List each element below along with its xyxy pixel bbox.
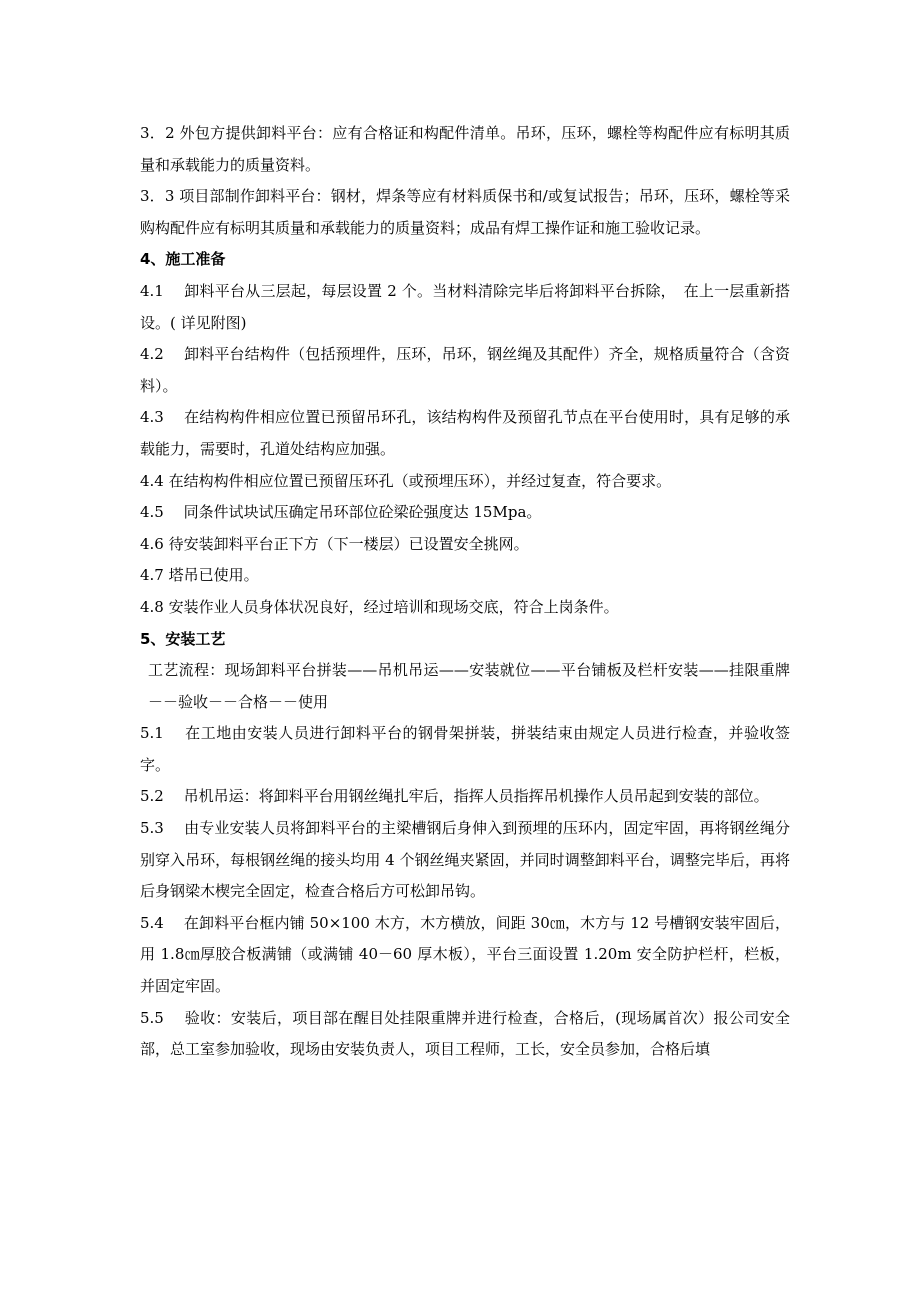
paragraph-4-7: 4.7 塔吊已使用。 bbox=[140, 566, 259, 585]
document-body bbox=[140, 118, 790, 1066]
process-flow-paragraph: 工艺流程：现场卸料平台拼装——吊机吊运——安装就位——平台铺板及栏杆安装——挂限重牌－－验收－－合格－－使用 bbox=[148, 661, 790, 711]
paragraph-4-8: 4.8 安装作业人员身体状况良好，经过培训和现场交底，符合上岗条件。 bbox=[140, 597, 619, 616]
paragraph-5-2: 5.2 吊机吊运：将卸料平台用钢丝绳扎牢后，指挥人员指挥吊机操作人员吊起到安装的部位。 bbox=[140, 787, 769, 806]
paragraph-5-1: 5.1 在工地由安装人员进行卸料平台的钢骨架拼装，拼装结束由规定人员进行检查，并验收签字。 bbox=[140, 724, 790, 774]
paragraph-4-2: 4.2 卸料平台结构件（包括预埋件，压环，吊环，钢丝绳及其配件）齐全，规格质量符合（含资料）。 bbox=[140, 345, 790, 395]
section-heading-5: 5、安装工艺 bbox=[140, 629, 226, 648]
paragraph-4-6: 4.6 待安装卸料平台正下方（下一楼层）已设置安全挑网。 bbox=[140, 534, 529, 553]
paragraph-4-5: 4.5 同条件试块试压确定吊环部位砼梁砼强度达 15Mpa。 bbox=[140, 503, 542, 522]
paragraph-3-2: 3．2 外包方提供卸料平台：应有合格证和构配件清单。吊环，压环，螺栓等构配件应有标明其质量和承载能力的质量资料。 bbox=[140, 124, 790, 174]
paragraph-5-4: 5.4 在卸料平台框内铺 50×100 木方，木方横放，间距 30㎝，木方与 12 号槽钢安装牢固后，用 1.8㎝厚胶合板满铺（或满铺 40－60 厚木板），平台三面设置 1.20m 安全防护栏杆，栏板，并固定牢固。 bbox=[140, 913, 790, 996]
paragraph-5-5: 5.5 验收：安装后，项目部在醒目处挂限重牌并进行检查，合格后，(现场属首次）报公司安全部，总工室参加验收，现场由安装负责人，项目工程师，工长，安全员参加，合格后填 bbox=[140, 1008, 790, 1059]
paragraph-5-3: 5.3 由专业安装人员将卸料平台的主梁槽钢后身伸入到预埋的压环内，固定牢固，再将钢丝绳分别穿入吊环，每根钢丝绳的接头均用 4 个钢丝绳夹紧固，并同时调整卸料平台，调整完毕后，再将后身钢梁木楔完全固定，检查合格后方可松卸吊钩。 bbox=[140, 819, 790, 901]
paragraph-4-3: 4.3 在结构构件相应位置已预留吊环孔，该结构构件及预留孔节点在平台使用时，具有足够的承载能力，需要时，孔道处结构应加强。 bbox=[140, 408, 790, 458]
paragraph-3-3: 3．3 项目部制作卸料平台：钢材，焊条等应有材料质保书和/或复试报告；吊环，压环，螺栓等采购构配件应有标明其质量和承载能力的质量资料；成品有焊工操作证和施工验收记录。 bbox=[140, 187, 790, 237]
paragraph-4-1: 4.1 卸料平台从三层起，每层设置 2 个。当材料清除完毕后将卸料平台拆除， 在上一层重新搭设。( 详见附图) bbox=[140, 281, 790, 332]
paragraph-4-4: 4.4 在结构构件相应位置已预留压环孔（或预埋压环），并经过复查，符合要求。 bbox=[140, 471, 672, 490]
section-heading-4: 4、施工准备 bbox=[140, 250, 226, 269]
